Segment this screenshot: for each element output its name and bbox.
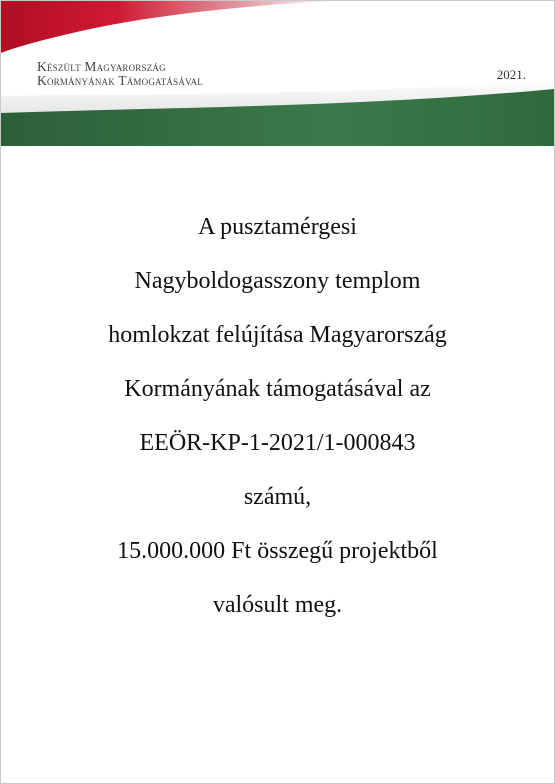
statement-line: Kormányának támogatásával az [124, 376, 431, 402]
statement-line: EEÖR-KP-1-2021/1-000843 [139, 430, 416, 456]
statement-line: 15.000.000 Ft összegű projektből [117, 538, 438, 564]
statement-line: Nagyboldogasszony templom [134, 268, 421, 294]
statement-line: számú, [243, 484, 312, 510]
funding-caption [37, 60, 203, 88]
caption-line-1: Készült Magyarország [37, 59, 166, 74]
project-statement [1, 200, 554, 632]
statement-line: valósult meg. [212, 592, 343, 618]
caption-line-2: Kormányának Támogatásával [37, 73, 203, 88]
statement-line: homlokzat felújítása Magyarország [108, 322, 447, 348]
statement-line: A pusztamérgesi [198, 214, 357, 240]
year-label: 2021. [496, 67, 526, 82]
